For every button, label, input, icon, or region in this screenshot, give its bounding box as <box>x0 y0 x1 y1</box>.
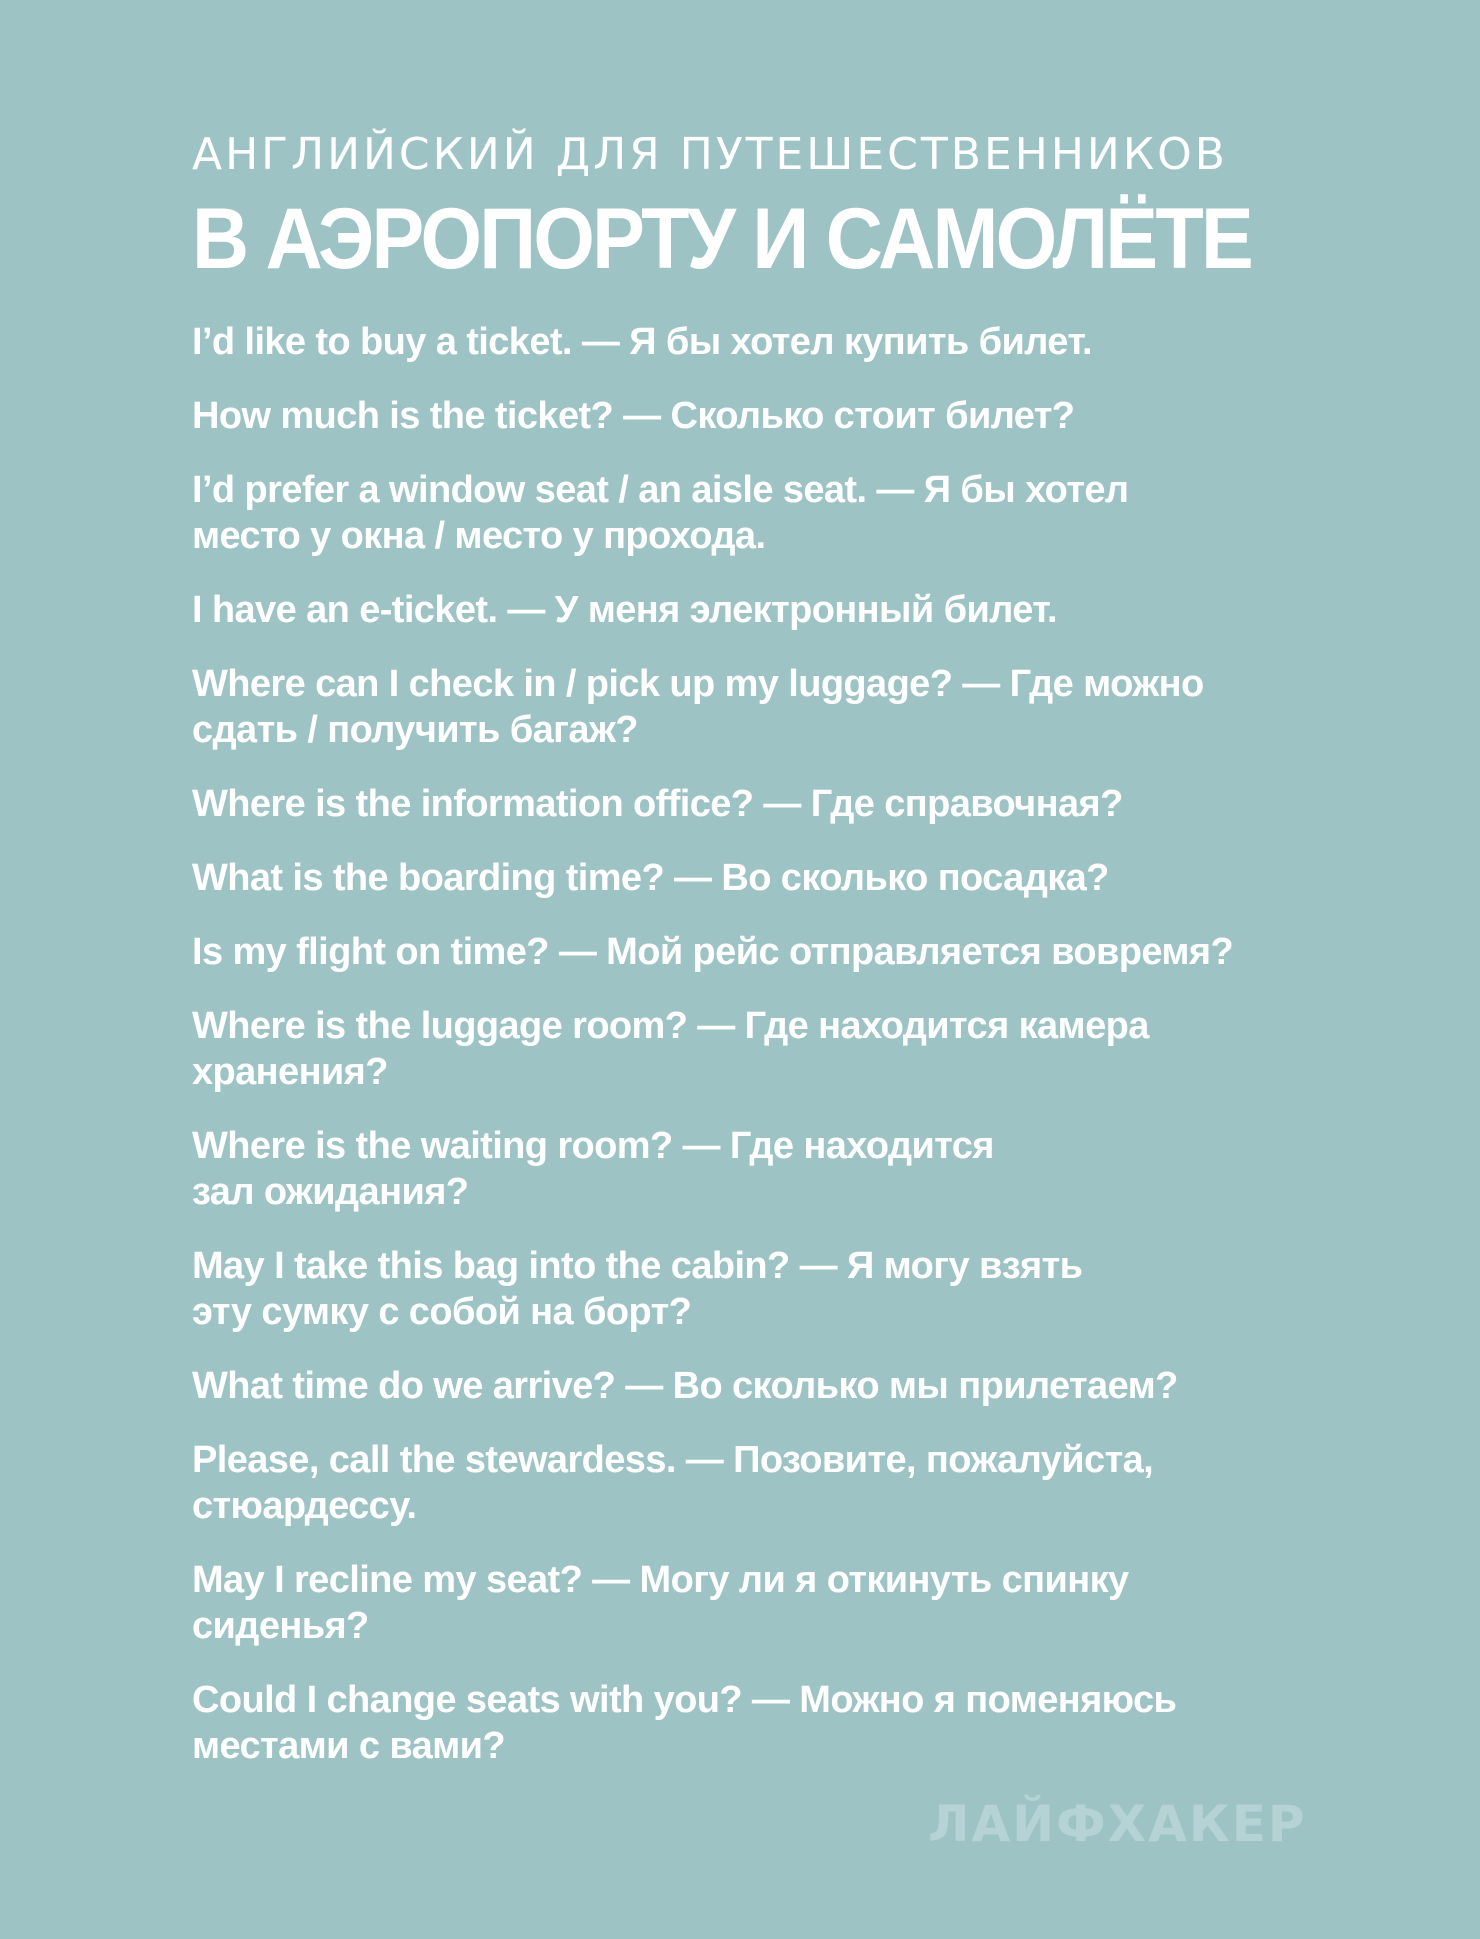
phrase-item <box>192 929 1322 975</box>
phrase-item <box>192 1243 1322 1335</box>
phrase-item <box>192 661 1322 753</box>
phrase-line: I’d prefer a window seat / an aisle seat. — Я бы хотел <box>192 469 1129 511</box>
phrase-item <box>192 781 1322 827</box>
phrase-list <box>192 319 1322 1769</box>
page-subtitle: АНГЛИЙСКИЙ ДЛЯ ПУТЕШЕСТВЕННИКОВ <box>192 129 1228 180</box>
phrase-item <box>192 1123 1322 1215</box>
phrase-line: сиденья? <box>192 1605 369 1647</box>
phrase-line: I have an e-ticket. — У меня электронный билет. <box>192 589 1057 631</box>
phrase-line: How much is the ticket? — Сколько стоит билет? <box>192 395 1075 437</box>
phrase-line: сдать / получить багаж? <box>192 709 638 751</box>
phrase-line: местами с вами? <box>192 1725 506 1767</box>
phrase-item <box>192 1437 1322 1529</box>
phrase-line: место у окна / место у прохода. <box>192 515 766 557</box>
phrase-line: May I take this bag into the cabin? — Я могу взять <box>192 1245 1083 1287</box>
phrase-line: зал ожидания? <box>192 1171 469 1213</box>
brand-watermark: ЛАЙФХАКЕР <box>928 1795 1307 1853</box>
phrase-item <box>192 1003 1322 1095</box>
phrase-item <box>192 1363 1322 1409</box>
phrase-item <box>192 467 1322 559</box>
phrase-item <box>192 319 1322 365</box>
page-title: В АЭРОПОРТУ И САМОЛЁТЕ <box>192 191 1251 287</box>
phrase-item <box>192 1677 1322 1769</box>
phrase-line: Where is the information office? — Где справочная? <box>192 783 1123 825</box>
phrase-line: Where is the waiting room? — Где находится <box>192 1125 994 1167</box>
phrase-item <box>192 587 1322 633</box>
phrase-line: May I recline my seat? — Могу ли я откинуть спинку <box>192 1559 1129 1601</box>
phrase-line: хранения? <box>192 1051 388 1093</box>
phrase-item <box>192 1557 1322 1649</box>
phrase-item <box>192 393 1322 439</box>
phrase-line: I’d like to buy a ticket. — Я бы хотел купить билет. <box>192 321 1092 363</box>
phrasebook-card <box>192 125 1322 1797</box>
phrase-line: Where is the luggage room? — Где находится камера <box>192 1005 1149 1047</box>
phrase-line: эту сумку с собой на борт? <box>192 1291 692 1333</box>
phrase-line: What time do we arrive? — Во сколько мы прилетаем? <box>192 1365 1178 1407</box>
phrase-line: Could I change seats with you? — Можно я поменяюсь <box>192 1679 1177 1721</box>
phrase-line: Where can I check in / pick up my luggage? — Где можно <box>192 663 1204 705</box>
phrase-line: Please, call the stewardess. — Позовите, пожалуйста, <box>192 1439 1154 1481</box>
phrase-line: Is my flight on time? — Мой рейс отправляется вовремя? <box>192 931 1234 973</box>
phrase-line: стюардессу. <box>192 1485 417 1527</box>
phrase-item <box>192 855 1322 901</box>
phrase-line: What is the boarding time? — Во сколько посадка? <box>192 857 1109 899</box>
